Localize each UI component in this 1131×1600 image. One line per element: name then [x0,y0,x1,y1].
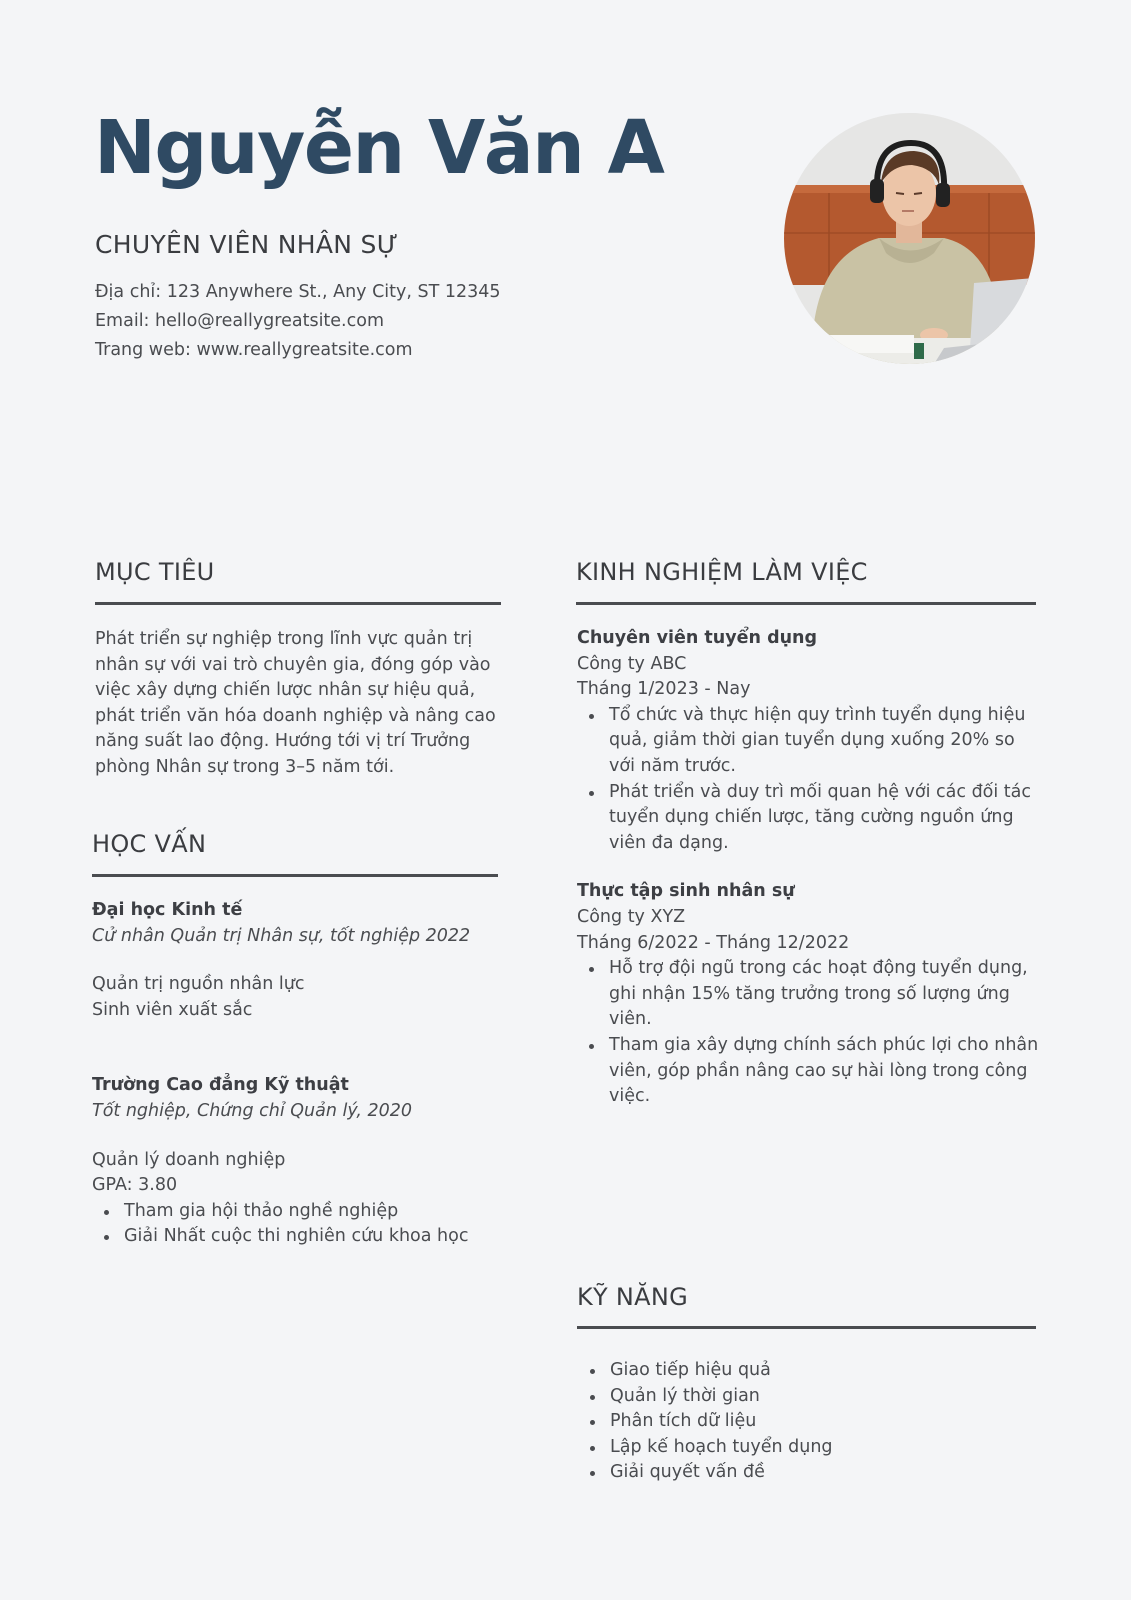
education-divider [92,874,498,877]
objective-divider [95,602,501,605]
experience-bullets [577,703,1039,857]
experience-bullet: Phát triển và duy trì mối quan hệ với các đối tác tuyển dụng chiến lược, tăng cường nguồn ứng viên đa dạng. [577,780,1039,857]
skill-item: Giao tiếp hiệu quả [578,1358,1038,1384]
education-item [92,1073,512,1250]
education-item [92,898,512,1023]
education-achievement: Tham gia hội thảo nghề nghiệp [92,1199,512,1225]
education-title: HỌC VẤN [92,830,207,858]
experience-title: KINH NGHIỆM LÀM VIỆC [576,558,868,586]
experience-company: Công ty XYZ [577,906,686,927]
objective-title: MỤC TIÊU [95,558,215,586]
experience-list [577,626,1039,1110]
education-detail: Quản trị nguồn nhân lực [92,974,305,995]
experience-company: Công ty ABC [577,653,687,674]
experience-period: Tháng 6/2022 - Tháng 12/2022 [577,932,850,953]
education-detail: GPA: 3.80 [92,1175,178,1196]
skill-item: Quản lý thời gian [578,1384,1038,1410]
education-detail: Sinh viên xuất sắc [92,999,253,1020]
education-achievement: Giải Nhất cuộc thi nghiên cứu khoa học [92,1224,512,1250]
experience-position: Chuyên viên tuyển dụng [577,628,818,648]
contact-email: Email: hello@reallygreatsite.com [95,311,384,331]
skills-divider [577,1326,1036,1329]
experience-period: Tháng 1/2023 - Nay [577,679,751,700]
experience-item [577,626,1039,856]
experience-position: Thực tập sinh nhân sự [577,881,795,902]
experience-item [577,879,1039,1109]
profile-photo-illustration [784,113,1035,364]
education-achievements [92,1199,512,1250]
experience-bullets [577,956,1039,1110]
experience-divider [576,602,1036,605]
candidate-role: CHUYÊN VIÊN NHÂN SỰ [95,230,399,259]
experience-bullet: Tổ chức và thực hiện quy trình tuyển dụng hiệu quả, giảm thời gian tuyển dụng xuống 20% so với năm trước. [577,703,1039,780]
contact-website: Trang web: www.reallygreatsite.com [95,340,413,360]
skill-item: Giải quyết vấn đề [578,1460,1038,1486]
profile-photo [784,113,1035,364]
experience-bullet: Hỗ trợ đội ngũ trong các hoạt động tuyển dụng, ghi nhận 15% tăng trưởng trong số lượng ứng viên. [577,956,1039,1033]
objective-text: Phát triển sự nghiệp trong lĩnh vực quản trị nhân sự với vai trò chuyên gia, đóng góp vào việc xây dựng chiến lược nhân sự hiệu quả, phát triển văn hóa doanh nghiệp và nâng cao năng suất lao động. Hướng tới vị trí Trưởng phòng Nhân sự trong 3–5 năm tới. [95,629,496,777]
education-school: Đại học Kinh tế [92,900,243,920]
contact-info [95,278,501,365]
experience-bullet: Tham gia xây dựng chính sách phúc lợi cho nhân viên, góp phần nâng cao sự hài lòng trong công việc. [577,1033,1039,1110]
skill-item: Phân tích dữ liệu [578,1409,1038,1435]
contact-address: Địa chỉ: 123 Anywhere St., Any City, ST 12345 [95,282,501,302]
skills-list [578,1358,1038,1486]
candidate-name: Nguyễn Văn A [94,105,664,191]
skill-item: Lập kế hoạch tuyển dụng [578,1435,1038,1461]
education-list [92,898,512,1250]
education-school: Trường Cao đẳng Kỹ thuật [92,1075,349,1096]
education-detail: Quản lý doanh nghiệp [92,1149,286,1170]
education-degree: Cử nhân Quản trị Nhân sự, tốt nghiệp 2022 [92,925,471,946]
skills-title: KỸ NĂNG [577,1283,689,1311]
education-degree: Tốt nghiệp, Chứng chỉ Quản lý, 2020 [92,1100,413,1121]
